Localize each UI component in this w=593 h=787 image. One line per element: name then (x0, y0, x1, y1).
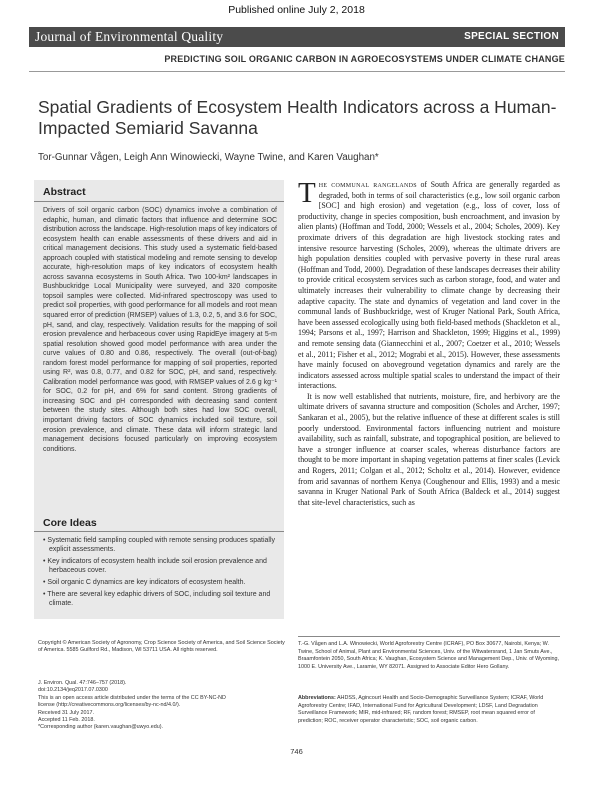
page-number: 746 (290, 747, 303, 756)
abstract-text: Drivers of soil organic carbon (SOC) dynamics involve a combination of edaphic, human, and climatic factors that influence and determine SOC distribution across the landscape. High-resolution maps of key indicators of ecosystem health can enable assessments of these drivers and aid in critical management decisions. This study used a systematic field-based approach coupled with statistical modeling and remote sensing to develop accurate, high-resolution maps of key indicators of ecosystem health across savanna ecosystems in South Africa. Two 100-km² landscapes in Bushbuckridge Local Municipality were surveyed, and 320 composite topsoil samples were collected. Mid-infrared spectroscopy was used to predict soil properties, with good performance for all models and root mean squared error of prediction (RMSEP) values of 1.3, 0.2, 5, and 3.6 for SOC, pH, sand, and clay, respectively. Validation results for the mapping of soil erosion prevalence and herbaceous cover using RapidEye imagery at 5-m spatial resolution showed good model performance with area under the curve values of 0.80 and 0.86, respectively. The overall (out-of-bag) random forest model performance for mapping of soil properties, reported using R², was 0.8, 0.77, and 0.82 for SOC, pH, and sand, respectively. Calibration model performance was good, with RMSEP values of 2.6 g kg⁻¹ for SOC, 0.2 for pH, and 6% for sand content. Strong gradients of increasing SOC and pH corresponded with decreasing sand content between the study sites. Although both sites had low SOC overall, important driving factors of SOC dynamics included soil texture, soil erosion prevalence, and climate. These data will inform strategic land management decisions focused particularly on improving ecosystem conditions. (43, 207, 277, 453)
copyright-notice: Copyright © American Society of Agronomy, Crop Science Society of America, and Soil Science Society of America. 5585 Guilford Rd., Madison, WI 53711 USA. All rights reserved. (38, 640, 285, 654)
core-idea-item: • Systematic field sampling coupled with remote sensing produces spatially explicit assessments. (43, 536, 277, 554)
drop-cap: T (298, 177, 316, 209)
abbreviations-label: Abbreviations: (298, 695, 336, 701)
abstract-divider (34, 201, 284, 202)
journal-name: Journal of Environmental Quality (35, 29, 224, 44)
core-ideas-list (43, 536, 277, 611)
core-idea-item: • Soil organic C dynamics are key indicators of ecosystem health. (43, 578, 277, 587)
citation-received: Received 31 July 2017. (38, 709, 95, 716)
citation-license: This is an open access article distributed under the terms of the CC BY-NC-ND (38, 694, 226, 701)
author-list: Tor-Gunnar Vågen, Leigh Ann Winowiecki, Wayne Twine, and Karen Vaughan* (38, 152, 379, 163)
abbreviations-text: AHDSS, Agincourt Health and Socio-Demographic Surveillance System; ICRAF, World Agroforestry Centre; IFAD, International Fund for Agricultural Development; LDSF, Land Degradation Surveillance Framework; MIR, mid-infrared; RF, random forest; RMSEP, root mean squared error of prediction; ROC, receiver operator characteristic; SOC, soil organic carbon. (298, 695, 544, 724)
header-divider (29, 71, 565, 72)
article-body (298, 177, 560, 508)
citation-journal: J. Environ. Qual. 47:746–757 (2018). (38, 680, 127, 686)
section-subtitle: PREDICTING SOIL ORGANIC CARBON IN AGROECOSYSTEMS UNDER CLIMATE CHANGE (164, 54, 565, 64)
citation-block (38, 680, 288, 732)
published-online-notice: Published online July 2, 2018 (228, 4, 365, 16)
body-paragraph-1 (298, 177, 560, 392)
core-ideas-divider (34, 531, 284, 532)
footnote-divider (298, 636, 560, 637)
citation-accepted: Accepted 11 Feb. 2018. (38, 717, 95, 724)
article-title: Spatial Gradients of Ecosystem Health Indicators across a Human-Impacted Semiarid Savanna (38, 97, 557, 138)
abbreviations-block (298, 695, 560, 725)
citation-doi[interactable]: doi:10.2134/jeq2017.07.0300 (38, 687, 108, 694)
body-paragraph-1-text: of South Africa are generally regarded as degraded, both in terms of soil characteristics (e.g., low soil organic carbon [SOC] and high erosion) and vegetation (e.g., loss of cover, loss of productivity, change in species composition, bush encroachment, and invasion by alien plants) (Hoffman and Todd, 2000; Wessels et al., 2004; Scholes, 2009). Key proximate drivers of this degradation are high livestock stocking rates and intensive resource harvesting (Scholes, 2009), whereas the ultimate drivers are high population densities coupled with pervasive poverty in these rural areas (Hoffman and Todd, 2000). Degradation of these landscapes decreases their ability to provide critical ecosystem services such as carbon storage, food, and water and ultimately increases their vulnerability to climate change by decreasing their adaptive capacity. The state and dynamics of vegetation and land cover in the communal lands of Bushbuckridge, west of Kruger National Park, South Africa, have been assessed ecologically using both field-based methods (Shackleton et al., 1994; Parsons et al., 1997; Harrison and Shackleton, 1999; Higgins et al., 1999) and remote sensing data (Giannecchini et al., 2007; Coetzer et al., 2010; Wessels et al., 2011; Fisher et al., 2012; Mograbi et al., 2015). However, these assessments have mainly focused on aboveground vegetation dynamics and rarely are the indicators assessed across multiple spatial scales to understand the impact of their interactions. (298, 180, 560, 391)
citation-license-url[interactable]: license (http://creativecommons.org/licenses/by-nc-nd/4.0/). (38, 702, 181, 709)
corresponding-author[interactable]: *Corresponding author (karen.vaughan@uwyo.edu). (38, 724, 164, 731)
abstract-heading: Abstract (43, 186, 86, 198)
special-section-label: SPECIAL SECTION (464, 31, 559, 42)
core-idea-item: • Key indicators of ecosystem health include soil erosion prevalence and herbaceous cover. (43, 557, 277, 575)
author-affiliations: T.-G. Vågen and L.A. Winowiecki, World Agroforestry Centre (ICRAF), PO Box 30677, Nairobi, Kenya; W. Twine, School of Animal, Plant and Environmental Sciences, Univ. of the Witwatersrand, 1 Jan Smuts Ave., Braamfontein 2050, South Africa; K. Vaughan, Ecosystem Science and Management Dep., Univ. of Wyoming, 1000 E. University Ave., Laramie, WY 82071. Assigned to Associate Editor Hero Gollany. (298, 641, 560, 670)
body-paragraph-2: It is now well established that nutrients, moisture, fire, and herbivory are the ultimate drivers of savanna structure and composition (Scholes and Archer, 1997; Sankaran et al., 2005), but the relative influence of these at different scales is still poorly understood. Environmental factors influencing nutrient and moisture availability, such as rainfall, substrate, and topographical position, are believed to have a stronger influence at coarser scales, whereas disturbance factors are thought to be more important in shaping vegetation patterns at finer scales (Levick and Rogers, 2011; Colgan et al., 2012; Scholtz et al., 2014). However, evidence from arid savannas of northern Kenya (Coughenour and Ellis, 1993) and a mesic savanna in Kruger National Park of South Africa (Baldeck et al., 2014) suggest that site-level characteristics, such as (298, 391, 560, 507)
journal-header-bar (29, 27, 565, 47)
core-idea-item: • There are several key edaphic drivers of SOC, including soil texture and climate. (43, 590, 277, 608)
core-ideas-heading: Core Ideas (43, 517, 97, 529)
lead-in-smallcaps: he communal rangelands (318, 180, 417, 189)
